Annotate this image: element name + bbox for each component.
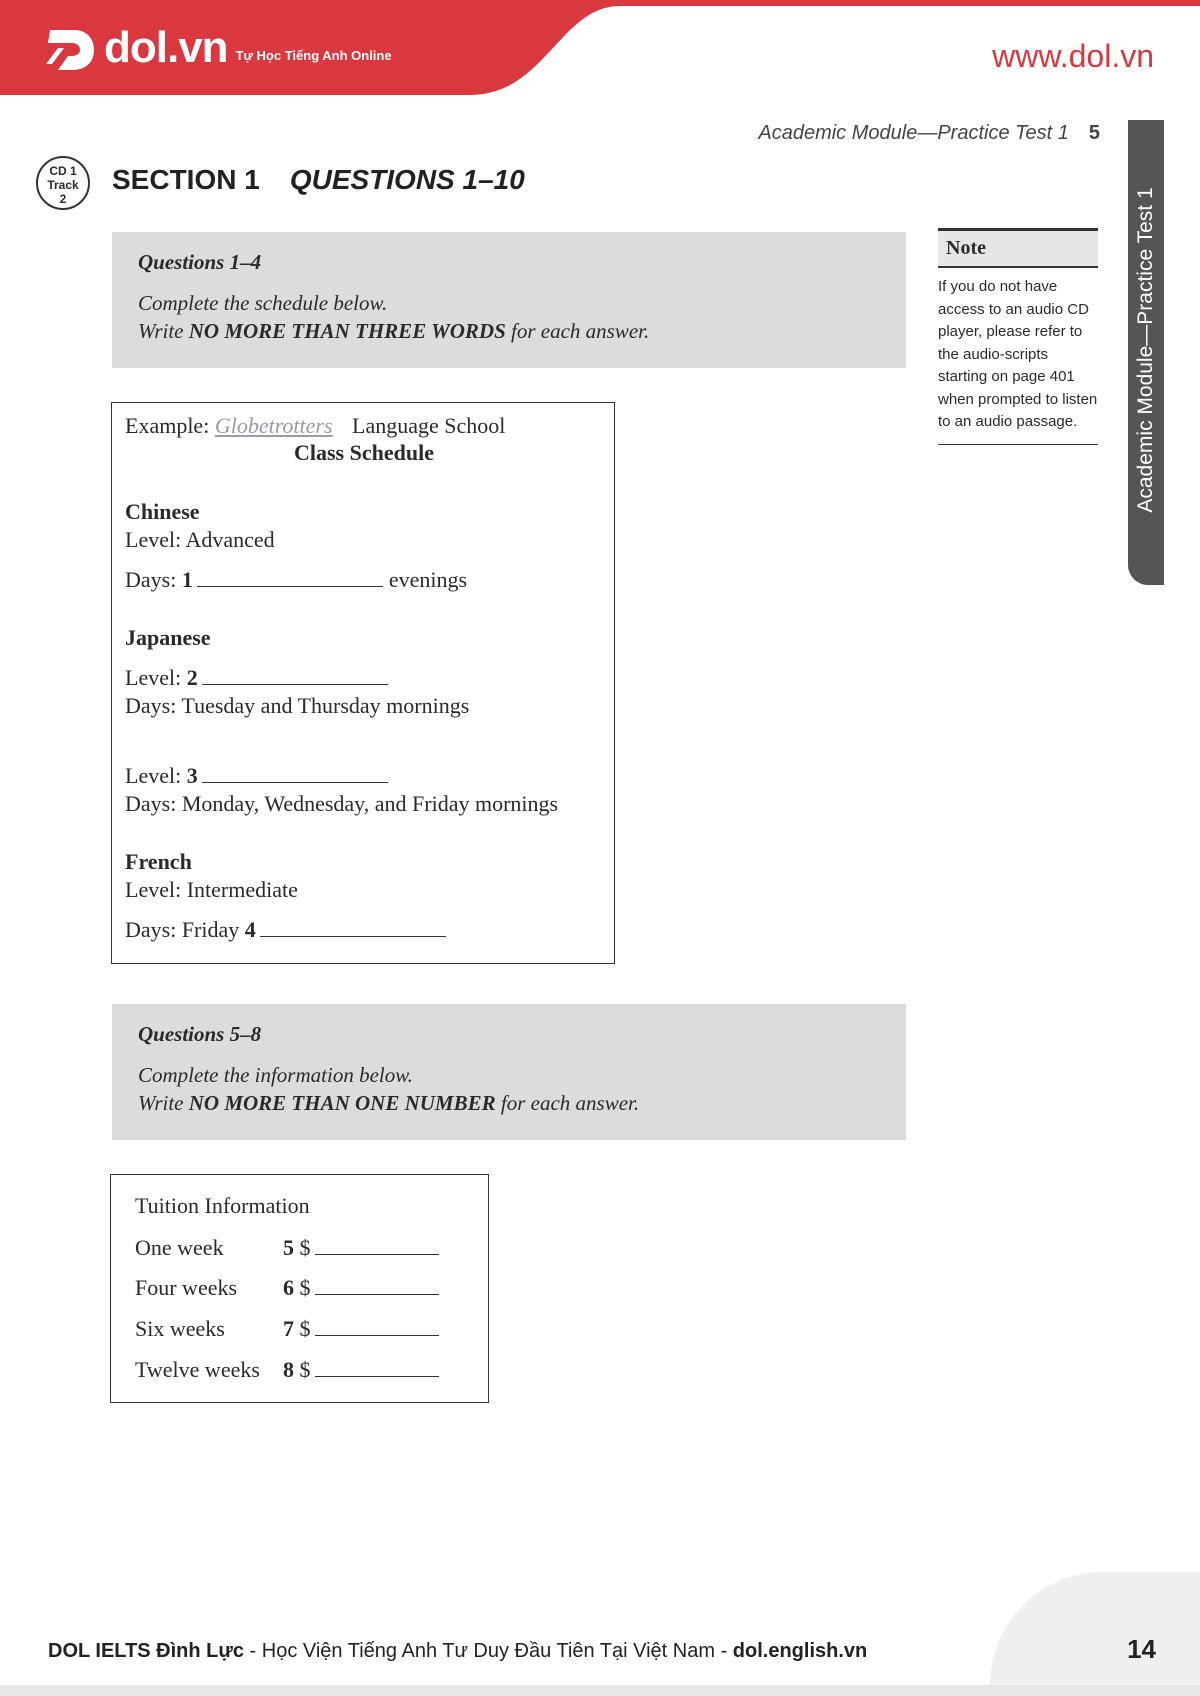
section-questions: QUESTIONS 1–10 (289, 164, 525, 195)
tuition-title: Tuition Information (135, 1193, 310, 1218)
site-url-link[interactable]: www.dol.vn (992, 38, 1154, 74)
answer-blank-3[interactable] (202, 764, 388, 783)
cd-track-badge (36, 156, 90, 210)
tuition-row: Twelve weeks 8 $ (135, 1357, 439, 1383)
tuition-row: One week 5 $ (135, 1235, 439, 1261)
japanese-heading: Japanese (125, 625, 211, 650)
question-4-line: Days: Friday 4 (125, 917, 452, 943)
answer-blank-8[interactable] (315, 1358, 439, 1377)
header-band (0, 0, 1200, 95)
question-2-line: Level: 2 (125, 665, 394, 691)
footer-tagline: Học Viện Tiếng Anh Tư Duy Đầu Tiên Tại Việt Nam (261, 1640, 716, 1662)
book-page-number: 5 (1088, 122, 1100, 144)
example-answer: Globetrotters (214, 413, 333, 438)
tuition-row: Six weeks 7 $ (135, 1316, 439, 1342)
running-head-title: Academic Module—Practice Test 1 (758, 122, 1069, 144)
japanese-days-2: Days: Monday, Wednesday, and Friday mornings (125, 791, 559, 816)
answer-blank-4[interactable] (260, 918, 446, 937)
side-tab-text: Academic Module—Practice Test 1 (1134, 187, 1157, 513)
class-schedule-box (111, 402, 615, 964)
section-title: SECTION 1 (112, 164, 260, 195)
instructions-line-2: Write NO MORE THAN THREE WORDS for each answer. (138, 319, 650, 343)
answer-blank-7[interactable] (315, 1317, 439, 1336)
instructions-heading: Questions 1–4 (138, 250, 262, 274)
dol-logo-icon (44, 22, 96, 74)
question-3-line: Level: 3 (125, 763, 394, 789)
schedule-title: Class Schedule (294, 440, 434, 465)
note-heading: Note (938, 228, 1098, 268)
answer-blank-2[interactable] (202, 666, 388, 685)
logo-text: dol.vn (104, 23, 228, 72)
example-line: Example: Globetrotters Language School (125, 413, 506, 438)
footer-curve (990, 1572, 1200, 1685)
instructions-heading: Questions 5–8 (138, 1022, 262, 1046)
answer-blank-5[interactable] (315, 1236, 439, 1255)
section-heading (112, 164, 525, 196)
instructions-line-2: Write NO MORE THAN ONE NUMBER for each answer. (138, 1091, 640, 1115)
instructions-questions-1-4 (112, 232, 906, 368)
running-head (758, 122, 1100, 145)
tuition-row: Four weeks 6 $ (135, 1275, 439, 1301)
japanese-days-1: Days: Tuesday and Thursday mornings (125, 693, 470, 718)
dol-logo[interactable] (44, 22, 392, 74)
footer-site-link[interactable]: dol.english.vn (732, 1640, 868, 1662)
french-heading: French (125, 849, 192, 874)
note-body: If you do not have access to an audio CD player, please refer to the audio-scripts starting on page 401 when prompted to listen to an audio passage. (938, 268, 1098, 445)
cd-badge-line-2: Track (47, 178, 79, 192)
instructions-line-1: Complete the information below. (138, 1063, 413, 1087)
footer-text: DOL IELTS Đình Lực - Học Viện Tiếng Anh Tư Duy Đầu Tiên Tại Việt Nam - dol.english.vn (48, 1640, 868, 1662)
instructions-line-1: Complete the schedule below. (138, 291, 388, 315)
footer-bar (0, 1685, 1200, 1696)
tuition-information-box (110, 1174, 489, 1403)
answer-blank-6[interactable] (315, 1276, 439, 1295)
chinese-level: Level: Advanced (125, 527, 275, 552)
chinese-heading: Chinese (125, 499, 200, 524)
answer-blank-1[interactable] (197, 568, 383, 587)
cd-badge-line-1: CD 1 (49, 164, 77, 178)
question-1-line: Days: 1 evenings (125, 567, 468, 592)
logo-tagline: Tự Học Tiếng Anh Online (235, 47, 392, 63)
footer-brand: DOL IELTS Đình Lực (48, 1640, 244, 1662)
footer-page-number: 14 (1127, 1634, 1156, 1664)
cd-badge-line-3: 2 (59, 192, 67, 206)
instructions-questions-5-8 (112, 1004, 906, 1140)
note-box (938, 228, 1098, 445)
french-level: Level: Intermediate (125, 877, 298, 902)
